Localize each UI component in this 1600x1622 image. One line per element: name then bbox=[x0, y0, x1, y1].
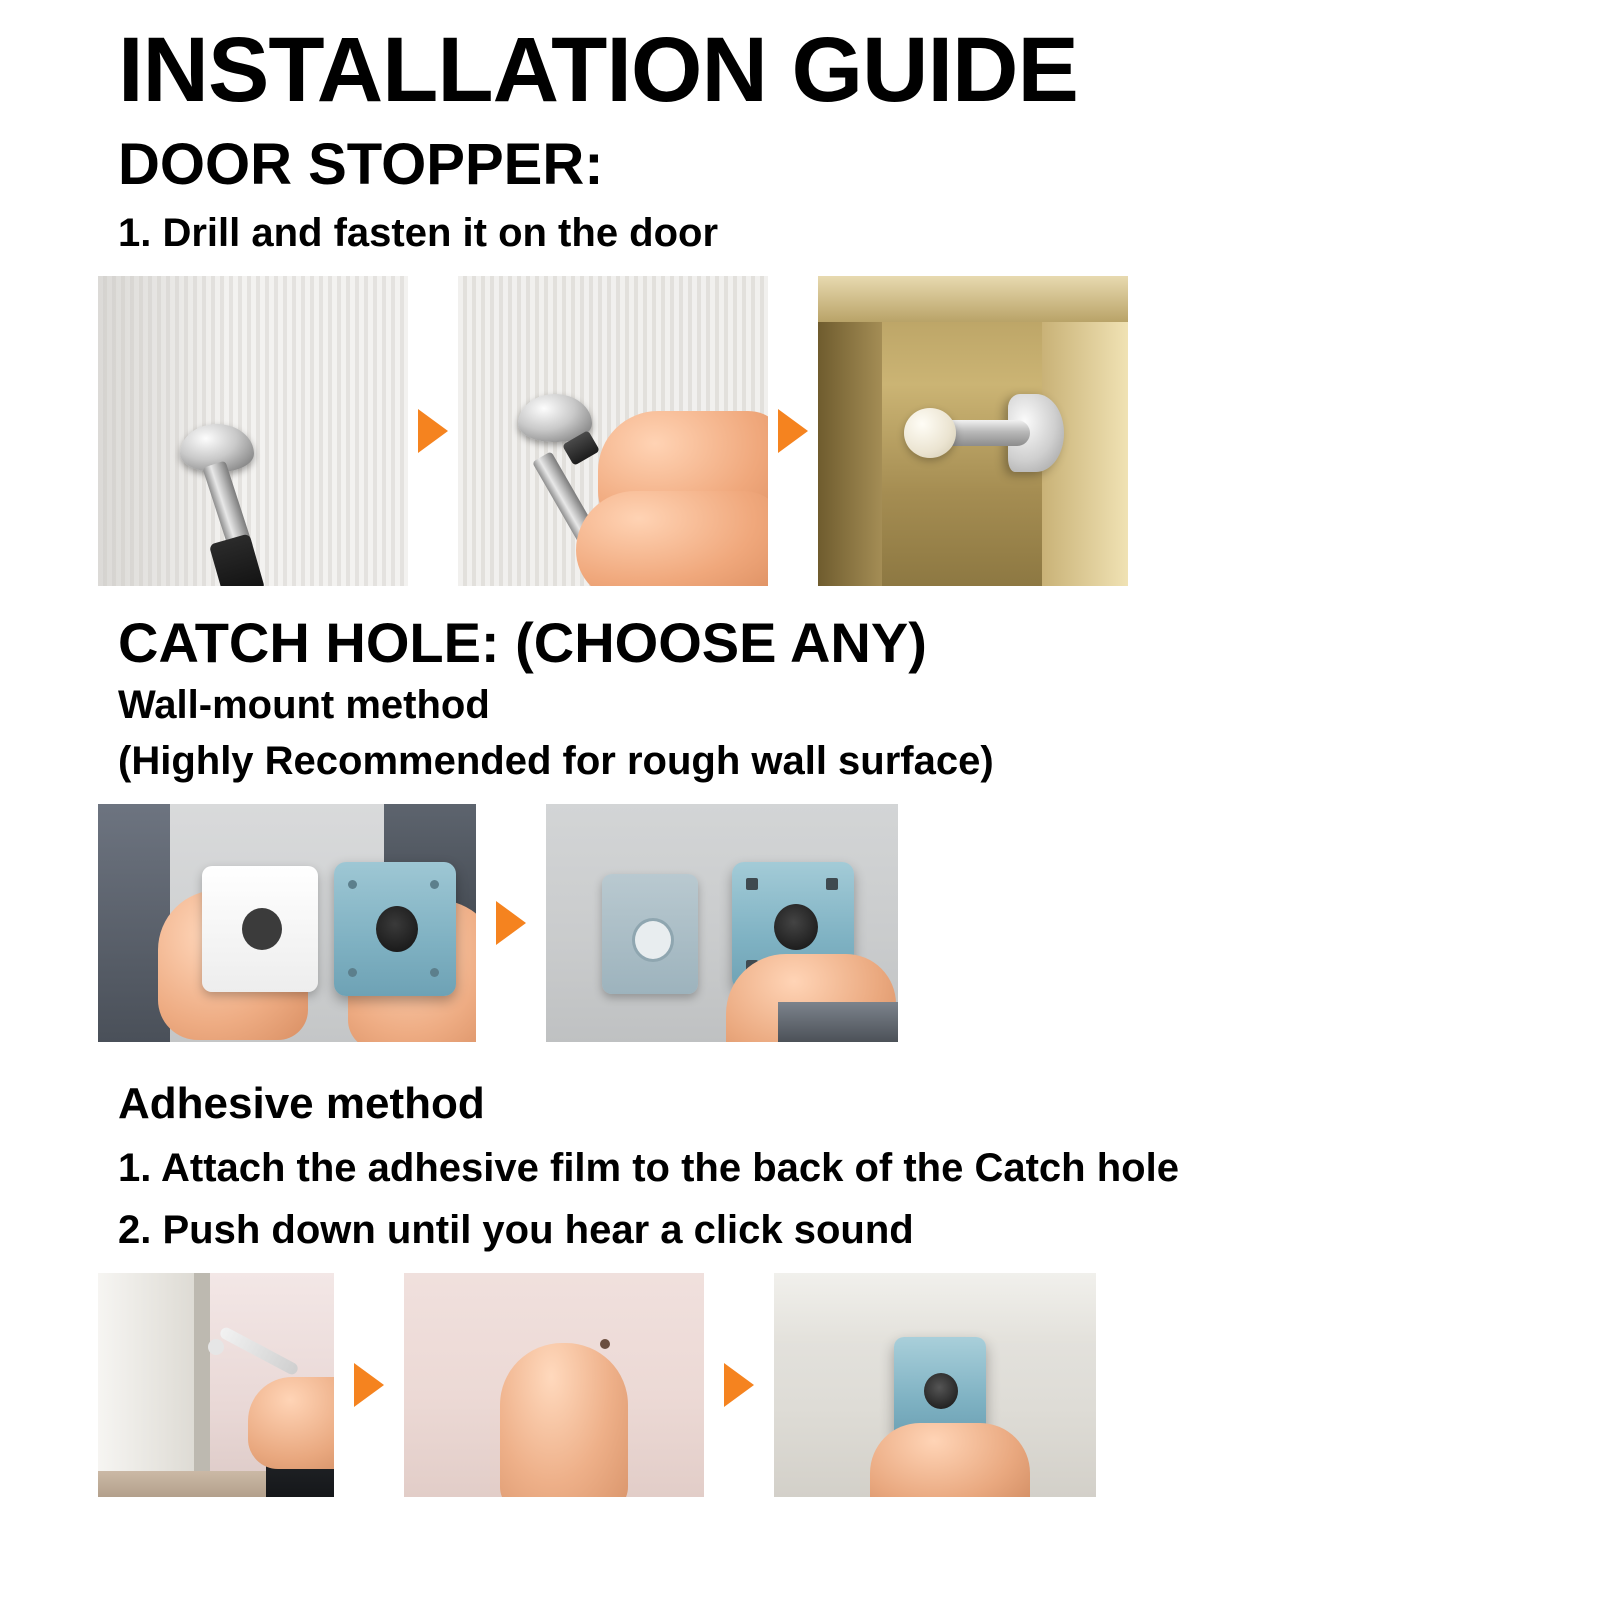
arrow-right-icon bbox=[418, 409, 448, 453]
finger-icon bbox=[500, 1343, 628, 1497]
photo-backplate-and-catch-hole bbox=[546, 804, 898, 1042]
photo-catch-hole-pressed-on-wall bbox=[774, 1273, 1096, 1497]
photo-door-stopper-drilling-start bbox=[98, 276, 408, 586]
plate-hole bbox=[632, 918, 674, 962]
page-title: INSTALLATION GUIDE bbox=[118, 19, 1078, 121]
hand-icon bbox=[870, 1423, 1030, 1497]
note-rough-wall-surface: (Highly Recommended for rough wall surface) bbox=[118, 738, 994, 783]
marker-pen-icon bbox=[218, 1325, 300, 1376]
screw-dot bbox=[430, 968, 439, 977]
slot-icon bbox=[826, 878, 838, 890]
photo-hands-holding-plates bbox=[98, 804, 476, 1042]
marker-tip-icon bbox=[208, 1339, 224, 1355]
photo-installed-door-stopper bbox=[818, 276, 1128, 586]
arrow-right-icon bbox=[354, 1363, 384, 1407]
screw-dot bbox=[348, 968, 357, 977]
slot-icon bbox=[746, 878, 758, 890]
photo-marking-wall-position bbox=[98, 1273, 334, 1497]
white-backplate-icon bbox=[202, 866, 318, 992]
catch-hole-opening bbox=[774, 904, 818, 950]
screw-dot bbox=[430, 880, 439, 889]
installation-guide-page bbox=[0, 19, 1600, 1622]
sleeve bbox=[778, 1002, 898, 1042]
catch-hole-opening bbox=[924, 1373, 958, 1409]
catch-hole-opening bbox=[376, 906, 418, 952]
blue-catch-hole-icon bbox=[334, 862, 456, 996]
arrow-right-icon bbox=[724, 1363, 754, 1407]
section-heading-adhesive-method: Adhesive method bbox=[118, 1078, 485, 1128]
photo-hand-tightening-stopper bbox=[458, 276, 768, 586]
subheading-wall-mount-method: Wall-mount method bbox=[118, 682, 490, 727]
wall-mark-dot bbox=[600, 1339, 610, 1349]
step-drill-and-fasten: 1. Drill and fasten it on the door bbox=[118, 211, 719, 256]
arrow-right-icon bbox=[496, 901, 526, 945]
photo-row-wall-mount bbox=[98, 804, 1600, 1042]
stopper-tip-icon bbox=[904, 408, 956, 458]
section-heading-door-stopper: DOOR STOPPER: bbox=[118, 131, 604, 197]
step-push-until-click: 2. Push down until you hear a click sound bbox=[118, 1207, 914, 1252]
wall-left bbox=[818, 276, 882, 586]
door-panel bbox=[98, 1273, 202, 1497]
arrow-right-icon bbox=[778, 409, 808, 453]
hand-icon bbox=[576, 491, 768, 586]
ceiling bbox=[818, 276, 1128, 322]
section-heading-catch-hole: CATCH HOLE: (CHOOSE ANY) bbox=[118, 611, 927, 675]
step-attach-adhesive-film: 1. Attach the adhesive film to the back of the Catch hole bbox=[118, 1145, 1179, 1190]
hand-icon bbox=[248, 1377, 334, 1469]
wall-upper bbox=[774, 1273, 1096, 1343]
gray-backplate-icon bbox=[602, 874, 698, 994]
photo-row-door-stopper bbox=[98, 276, 1600, 586]
door-edge bbox=[194, 1273, 210, 1497]
plate-hole bbox=[242, 908, 282, 950]
photo-row-adhesive bbox=[98, 1273, 1600, 1497]
photo-finger-pressing-mark bbox=[404, 1273, 704, 1497]
screw-dot bbox=[348, 880, 357, 889]
